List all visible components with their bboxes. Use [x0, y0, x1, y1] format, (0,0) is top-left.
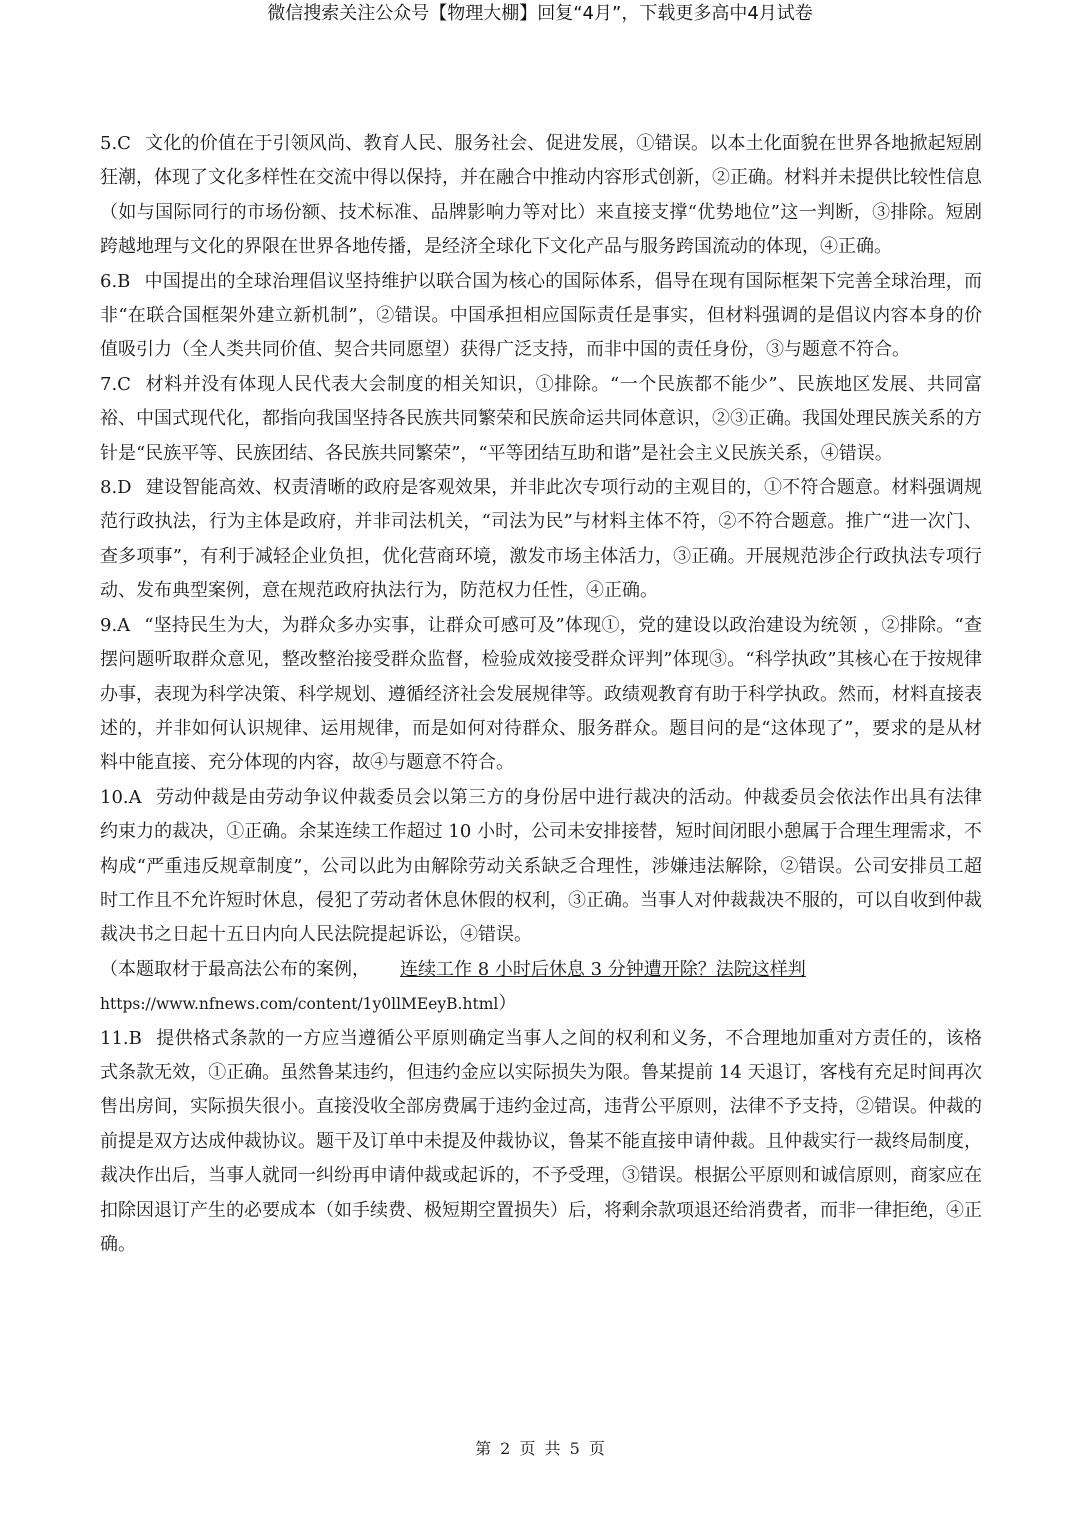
source-suffix: ）: [498, 993, 517, 1015]
answer-text: 材料并没有体现人民代表大会制度的相关知识，①排除。“一个民族都不能少”、民族地区发展、共同富裕、中国式现代化，都指向我国坚持各民族共同繁荣和民族命运共同体意识，②③正确。我国处理民族关系的方针是“民族平等、民族团结、各民族共同繁荣”，“平等团结互助和谐”是社会主义民族关系，④错误。: [100, 373, 982, 464]
answer-item-11: [100, 1022, 982, 1263]
answer-item-7: [100, 368, 982, 471]
answer-text: 中国提出的全球治理倡议坚持维护以联合国为核心的国际体系，倡导在现有国际框架下完善全球治理，而非“在联合国框架外建立新机制”，②错误。中国承担相应国际责任是事实，但材料强调的是倡议内容本身的价值吸引力（全人类共同价值、契合共同愿望）获得广泛支持，而非中国的责任身份，③与题意不符合。: [100, 270, 982, 361]
answer-number: 7.C: [100, 373, 131, 395]
answer-item-10: [100, 781, 982, 953]
answer-text: 文化的价值在于引领风尚、教育人民、服务社会、促进发展，①错误。以本土化面貌在世界各地掀起短剧狂潮，体现了文化多样性在交流中得以保持，并在融合中推动内容形式创新，②正确。材料并未提供比较性信息（如与国际同行的市场份额、技术标准、品牌影响力等对比）来直接支撑“优势地位”这一判断，③排除。短剧跨越地理与文化的界限在世界各地传播，是经济全球化下文化产品与服务跨国流动的体现，④正确。: [100, 133, 982, 258]
answer-text: 提供格式条款的一方应当遵循公平原则确定当事人之间的权利和义务，不合理地加重对方责任的，该格式条款无效，①正确。虽然鲁某违约，但违约金应以实际损失为限。鲁某提前 14 天退订，客栈有充足时间再次售出房间，实际损失很小。直接没收全部房费属于违约金过高，违背公平原则，法律不予支持，②错误。仲裁的前提是双方达成仲裁协议。题干及订单中未提及仲裁协议，鲁某不能直接申请仲裁。且仲裁实行一裁终局制度，裁决作出后，当事人就同一纠纷再申请仲裁或起诉的，不予受理，③错误。根据公平原则和诚信原则，商家应在扣除因退订产生的必要成本（如手续费、极短期空置损失）后，将剩余款项退还给消费者，而非一律拒绝，④正确。: [100, 1027, 982, 1255]
answer-number: 5.C: [100, 133, 131, 154]
source-note: [100, 953, 982, 1022]
answer-item-9: [100, 609, 982, 781]
answer-number: 9.A: [100, 614, 131, 636]
source-prefix: （本题取材于最高法公布的案例，: [100, 958, 370, 980]
answer-explanations: [100, 127, 982, 1262]
answer-item-6: [100, 265, 982, 368]
answer-item-5: [100, 127, 982, 265]
page-number: 第 2 页 共 5 页: [475, 1439, 605, 1458]
answer-text: 劳动仲裁是由劳动争议仲裁委员会以第三方的身份居中进行裁决的活动。仲裁委员会依法作出具有法律约束力的裁决，①正确。余某连续工作超过 10 小时，公司未安排接替，短时间闭眼小憩属于合理生理需求，不构成“严重违反规章制度”，公司以此为由解除劳动关系缺乏合理性，涉嫌违法解除，②错误。公司安排员工超时工作且不允许短时休息，侵犯了劳动者休息休假的权利，③正确。当事人对仲裁裁决不服的，可以自收到仲裁裁决书之日起十五日内向人民法院提起诉讼，④错误。: [100, 786, 982, 946]
promo-banner: 微信搜索关注公众号【物理大棚】回复“4月”，下载更多高中4月试卷: [267, 3, 813, 24]
answer-number: 10.A: [100, 786, 142, 808]
answer-item-8: [100, 471, 982, 609]
answer-text: “坚持民生为大，为群众多办实事，让群众可感可及”体现①，党的建设以政治建设为统领 ，②排除。“查摆问题听取群众意见，整改整治接受群众监督，检验成效接受群众评判”体现③。“科学执政”其核心在于按规律办事，表现为科学决策、科学规划、遵循经济社会发展规律等。政绩观教育有助于科学执政。然而，材料直接表述的，并非如何认识规律、运用规律，而是如何对待群众、服务群众。题目问的是“这体现了”，要求的是从材料中能直接、充分体现的内容，故④与题意不符合。: [100, 614, 982, 774]
answer-number: 11.B: [100, 1027, 142, 1049]
answer-number: 6.B: [100, 270, 131, 292]
source-url[interactable]: https://www.nfnews.com/content/1y0llMEeyB.html: [100, 995, 499, 1014]
source-article-link[interactable]: 连续工作 8 小时后休息 3 分钟遭开除？法院这样判: [400, 958, 806, 980]
answer-text: 建设智能高效、权责清晰的政府是客观效果，并非此次专项行动的主观目的，①不符合题意。材料强调规范行政执法，行为主体是政府，并非司法机关，“司法为民”与材料主体不符，②不符合题意。推广“进一次门、查多项事”，有利于减轻企业负担，优化营商环境，激发市场主体活力，③正确。开展规范涉企行政执法专项行动、发布典型案例，意在规范政府执法行为，防范权力任性，④正确。: [100, 477, 982, 602]
answer-number: 8.D: [100, 477, 132, 499]
